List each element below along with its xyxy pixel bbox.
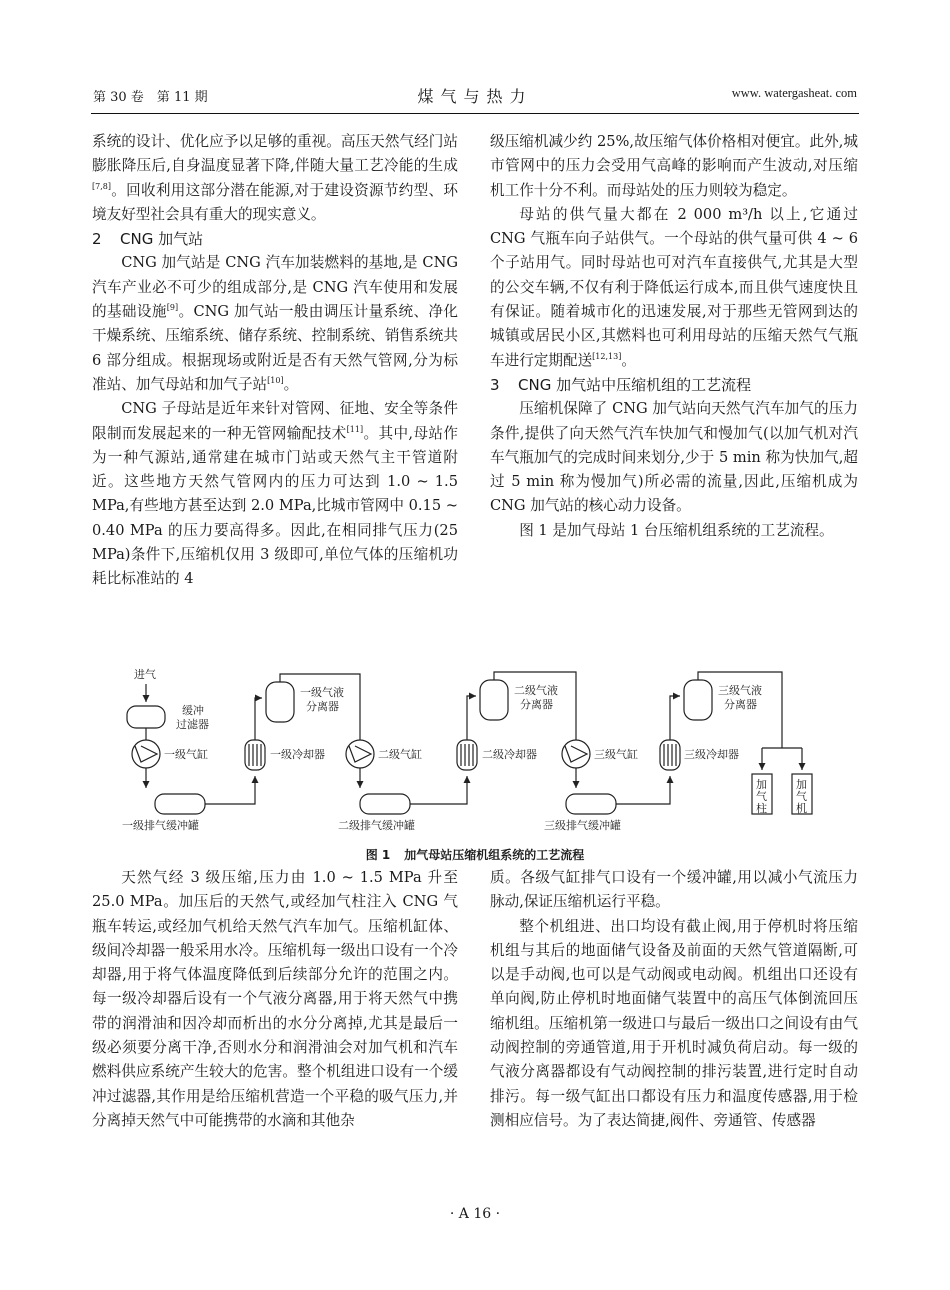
section-heading-3: 3 CNG 加气站中压缩机组的工艺流程 xyxy=(490,375,752,394)
paragraph: 质。各级气缸排气口设有一个缓冲罐,用以减小气流压力脉动,保证压缩机运行平稳。 xyxy=(490,869,858,911)
svg-text:一级气缸: 一级气缸 xyxy=(164,748,208,761)
paragraph: CNG 加气站是 CNG 汽车加装燃料的基地,是 CNG 汽车产业必不可少的组成部分,是 CNG 汽车使用和发展的基础设施[9]。CNG 加气站一般由调压计量系统、净化干燥系统、压缩系统、储存系统、控制系统、销售系统共 6 部分组成。根据现场或附近是否有天然气管网,分为标准站、加气母站和加气子站[10]。 xyxy=(92,254,458,393)
paragraph: 压缩机保障了 CNG 加气站向天然气汽车加气的压力条件,提供了向天然气汽车快加气和慢加气(以加气机对汽车气瓶加气的完成时间来划分,少于 5 min 称为快加气,超过 5 min 称为慢加气)所必需的流量,因此,压缩机成为 CNG 加气站的核心动力设备。 xyxy=(490,400,858,515)
paragraph: 天然气经 3 级压缩,压力由 1.0 ~ 1.5 MPa 升至 25.0 MPa。加压后的天然气,或经加气柱注入 CNG 气瓶车转运,或经加气机给天然气汽车加气。压缩机缸体、级间冷却器一般采用水冷。压缩机每一级出口设有一个冷却器,用于将气体温度降低到后续部分允许的范围之内。每一级冷却器后设有一个气液分离器,用于将天然气中携带的润滑油和因冷却而析出的水分分离掉,尤其是最后一级必须要分离干净,否则水分和润滑油会对加气机和汽车燃料供应系统产生较大的危害。整个机组进口设有一个缓冲过滤器,其作用是给压缩机营造一个平稳的吸气压力,并分离掉天然气中可能携带的水滴和其他杂 xyxy=(92,869,458,1129)
citation: [12,13] xyxy=(592,351,622,361)
process-flow-diagram xyxy=(110,664,850,840)
buffer-filter xyxy=(127,706,165,728)
header-rule xyxy=(91,113,859,114)
svg-text:二级冷却器: 二级冷却器 xyxy=(482,748,537,761)
svg-text:二级气缸: 二级气缸 xyxy=(378,748,422,761)
citation: [11] xyxy=(346,424,364,434)
svg-text:气: 气 xyxy=(796,790,807,803)
svg-text:过滤器: 过滤器 xyxy=(176,718,209,731)
journal-website: www. watergasheat. com xyxy=(731,86,857,100)
svg-text:缓冲: 缓冲 xyxy=(182,704,204,717)
paragraph: 图 1 是加气母站 1 台压缩机组系统的工艺流程。 xyxy=(519,521,834,539)
paragraph: 级压缩机减少约 25%,故压缩气体价格相对便宜。此外,城市管网中的压力会受用气高峰的影响而产生波动,对压缩机工作十分不利。而母站处的压力则较为稳定。 xyxy=(490,133,858,199)
citation: [7,8] xyxy=(92,181,111,191)
citation: [9] xyxy=(166,303,179,313)
svg-text:一级冷却器: 一级冷却器 xyxy=(270,748,325,761)
right-column-top xyxy=(490,130,858,543)
svg-text:三级排气缓冲罐: 三级排气缓冲罐 xyxy=(544,819,621,832)
label-inlet: 进气 xyxy=(134,668,156,681)
page-number: · A 16 · xyxy=(449,1206,501,1222)
svg-text:柱: 柱 xyxy=(756,802,767,815)
paragraph: 系统的设计、优化应予以足够的重视。高压天然气经门站膨胀降压后,自身温度显著下降,伴随大量工艺冷能的生成[7,8]。回收利用这部分潜在能源,对于建设资源节约型、环境友好型社会具有重大的现实意义。 xyxy=(92,133,458,223)
svg-text:二级气液: 二级气液 xyxy=(514,684,558,697)
journal-title: 煤气与热力 xyxy=(417,87,533,106)
svg-text:加: 加 xyxy=(756,778,767,791)
svg-text:加: 加 xyxy=(796,778,807,791)
svg-text:气: 气 xyxy=(756,790,767,803)
figure-title: 加气母站压缩机组系统的工艺流程 xyxy=(404,848,585,862)
left-column-top xyxy=(92,130,458,592)
left-column-bottom xyxy=(92,866,458,1133)
svg-text:分离器: 分离器 xyxy=(306,700,339,713)
svg-text:机: 机 xyxy=(796,802,807,815)
figure-caption xyxy=(0,846,950,863)
svg-text:二级排气缓冲罐: 二级排气缓冲罐 xyxy=(338,819,415,832)
svg-text:一级排气缓冲罐: 一级排气缓冲罐 xyxy=(122,819,199,832)
svg-text:三级冷却器: 三级冷却器 xyxy=(684,748,739,761)
svg-text:三级气缸: 三级气缸 xyxy=(594,748,638,761)
svg-text:分离器: 分离器 xyxy=(520,698,553,711)
svg-text:分离器: 分离器 xyxy=(724,698,757,711)
running-header xyxy=(93,86,857,108)
right-column-bottom xyxy=(490,866,858,1133)
section-heading-2: 2 CNG 加气站 xyxy=(92,230,204,249)
svg-text:三级气液: 三级气液 xyxy=(718,684,762,697)
paragraph: 整个机组进、出口均设有截止阀,用于停机时将压缩机组与其后的地面储气设备及前面的天然气管道隔断,可以是手动阀,也可以是气动阀或电动阀。机组出口还设有单向阀,防止停机时地面储气装置中的高压气体倒流回压缩机组。压缩机第一级进口与最后一级出口之间设有由气动阀控制的旁通管道,用于开机时减负荷启动。每一级的气液分离器都设有气动阀控制的排污装置,进行定时自动排污。每一级气缸出口都设有压力和温度传感器,用于检测相应信号。为了表达简捷,阀件、旁通管、传感器 xyxy=(490,917,858,1129)
svg-text:一级气液: 一级气液 xyxy=(300,686,344,699)
volume-issue: 第 30 卷 第 11 期 xyxy=(93,90,208,105)
figure-label: 图 1 xyxy=(365,848,391,862)
citation: [10] xyxy=(267,376,284,386)
paragraph: CNG 子母站是近年来针对管网、征地、安全等条件限制而发展起来的一种无管网输配技术[11]。其中,母站作为一种气源站,通常建在城市门站或天然气主干管道附近。这些地方天然气管网内的压力可达到 1.0 ~ 1.5 MPa,有些地方甚至达到 2.0 MPa,比城市管网中 0.15 ~ 0.40 MPa 的压力要高得多。因此,在相同排气压力(25 MPa)条件下,压缩机仅用 3 级即可,单位气体的压缩机功耗比标准站的 4 xyxy=(92,400,458,588)
paragraph: 母站的供气量大都在 2 000 m³/h 以上,它通过 CNG 气瓶车向子站供气。一个母站的供气量可供 4 ~ 6 个子站用气。同时母站也可对汽车直接供气,尤其是大型的公交车辆,不仅有利于降低运行成本,而且供气速度快且有保证。随着城市化的迅速发展,对于那些无管网到达的城镇或居民小区,其燃料也可利用母站的压缩天然气气瓶车进行定期配送[12,13]。 xyxy=(490,205,858,369)
